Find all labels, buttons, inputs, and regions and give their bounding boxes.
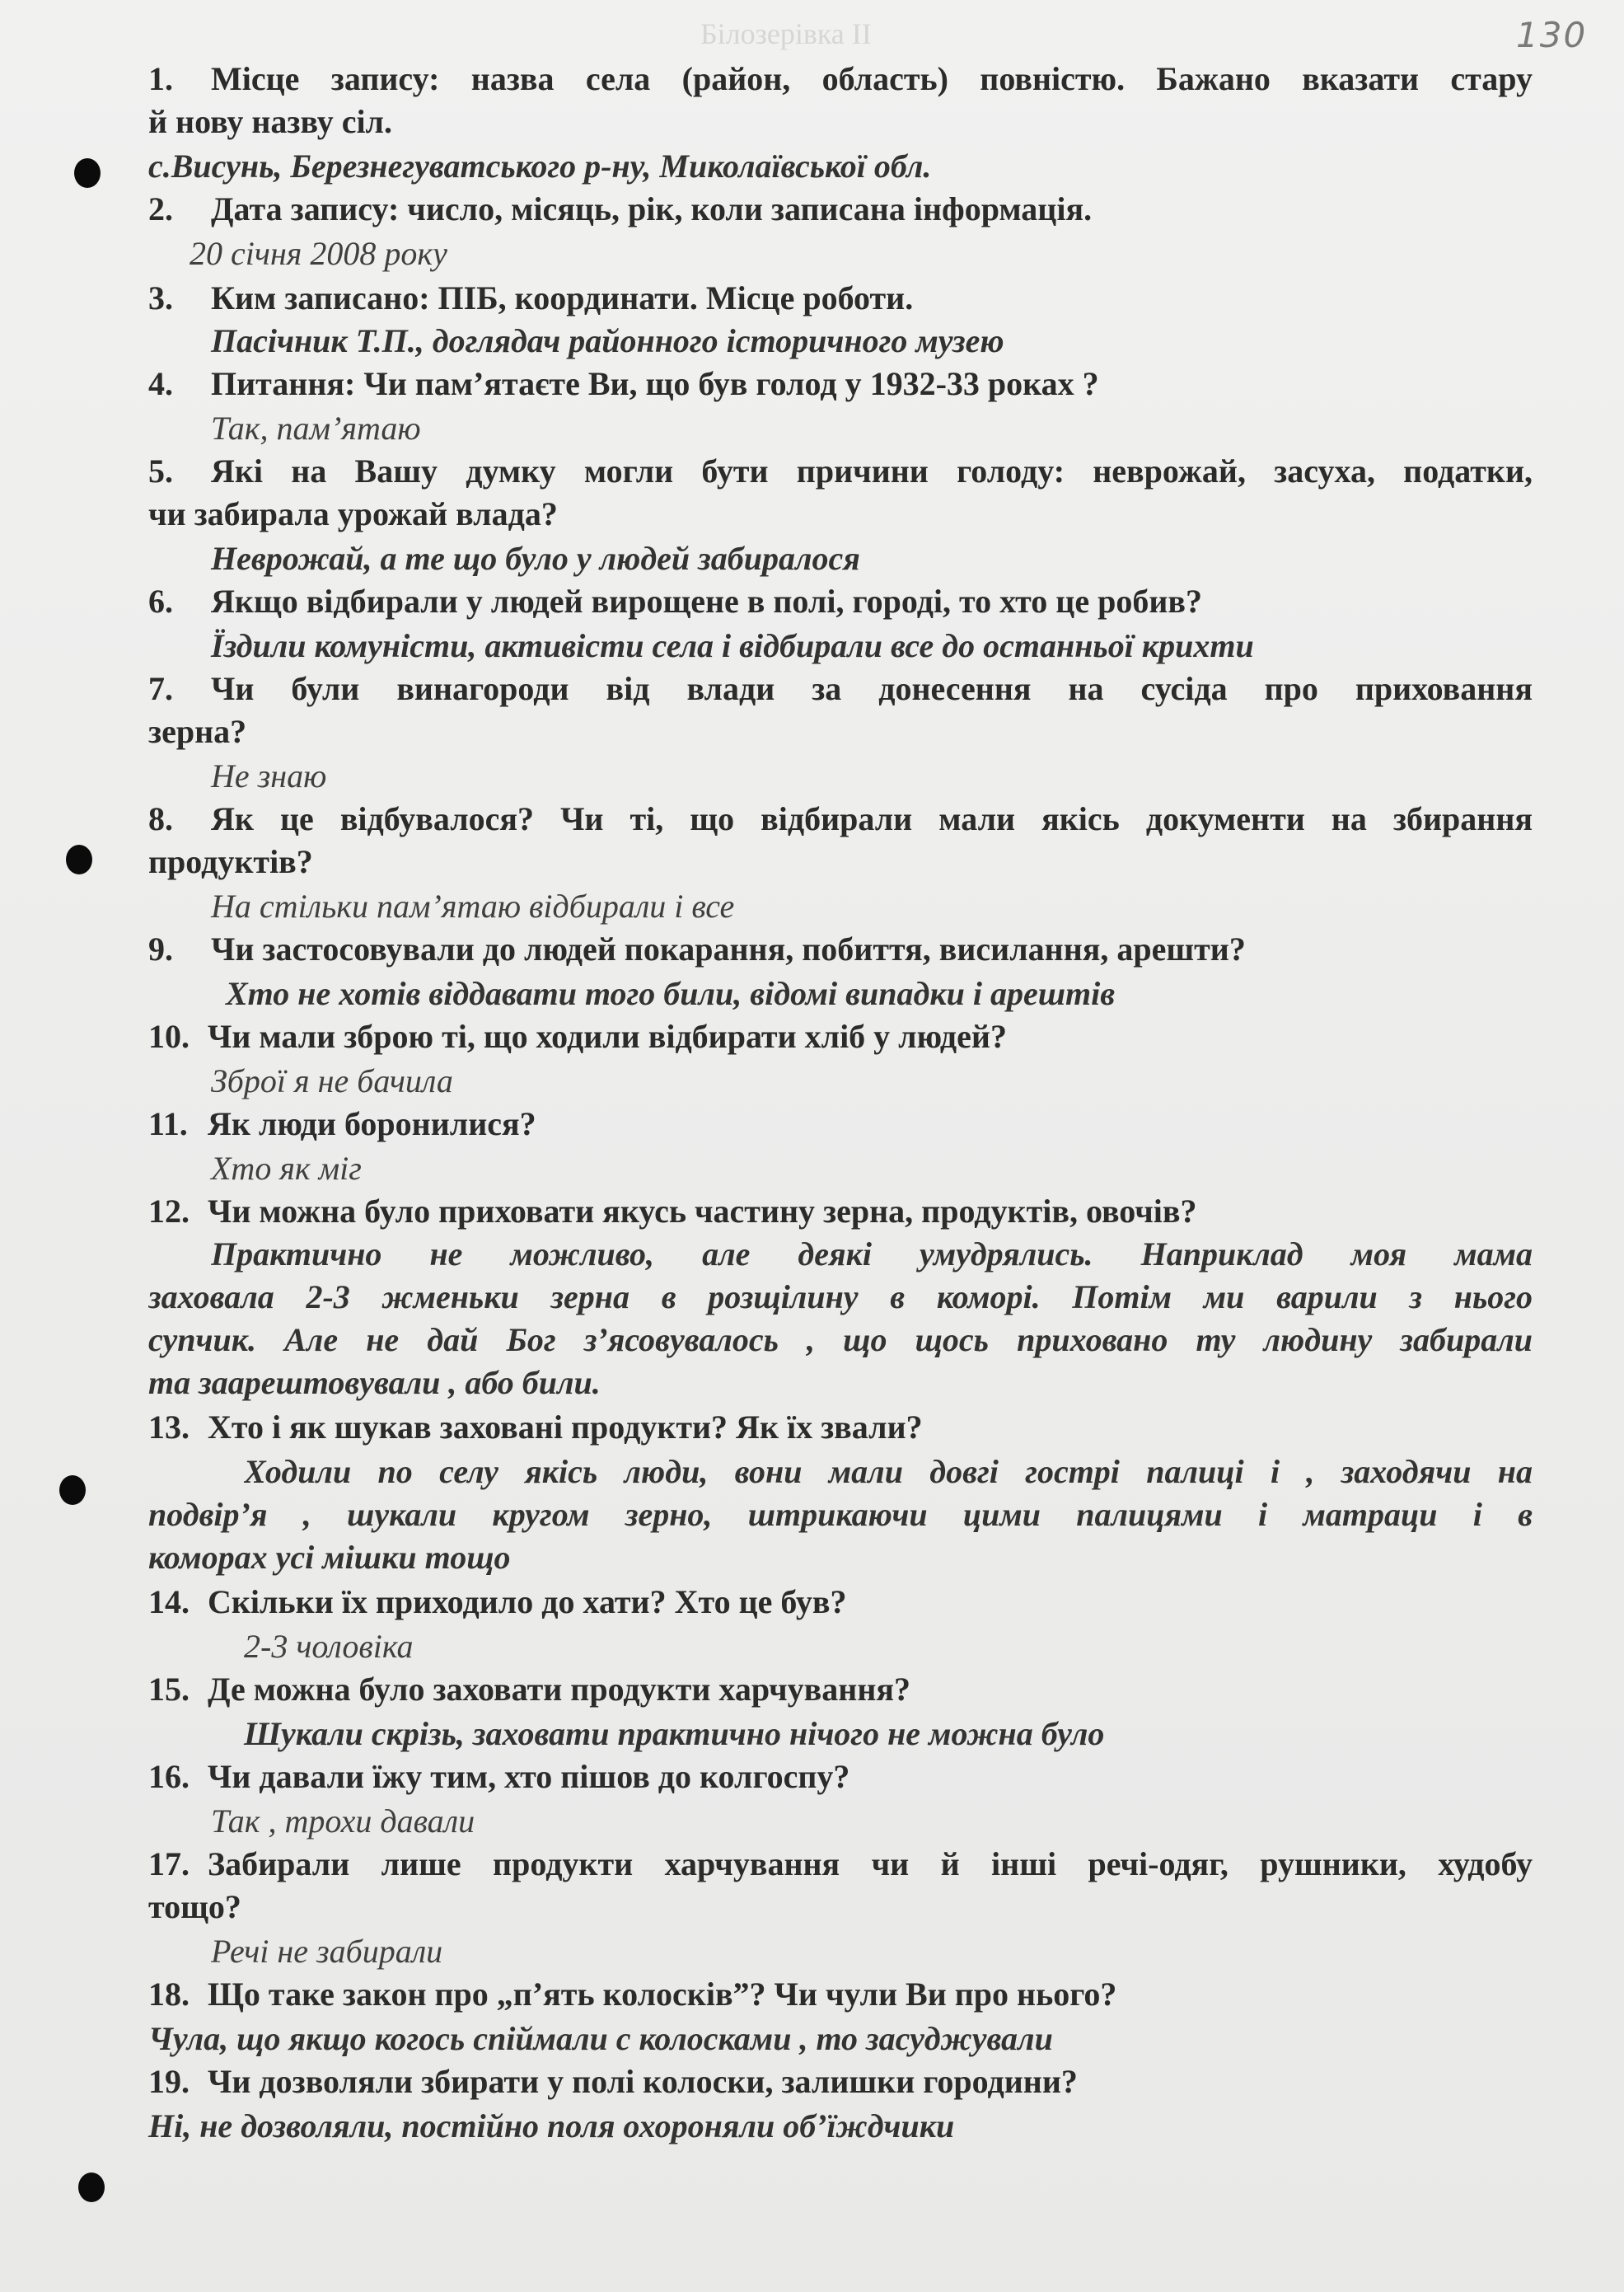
punch-hole-4 xyxy=(78,2172,105,2202)
answer-4: Так, пам’ятаю xyxy=(211,410,421,447)
answer-12-line-3: супчик. Але не дай Бог з’ясовувалось , що щось приховано ту людину забирали xyxy=(148,1321,1533,1358)
answer-1: с.Висунь, Березнегуватського р-ну, Миколаївської обл. xyxy=(148,148,932,185)
question-1-cont: й нову назву сіл. xyxy=(148,103,392,140)
question-9: 9. Чи застосовували до людей покарання, побиття, висилання, арешти? xyxy=(148,930,1246,968)
question-8: 8. Як це відбувалося? Чи ті, що відбирали мали якісь документи на збирання xyxy=(148,800,1533,837)
answer-5: Неврожай, а те що було у людей забиралося xyxy=(211,540,860,577)
question-14: 14. Скільки їх приходило до хати? Хто це був? xyxy=(148,1583,847,1620)
answer-7: Не знаю xyxy=(211,757,327,794)
answer-8: На стільки пам’ятаю відбирали і все xyxy=(211,888,735,925)
answer-14: 2-3 чоловіка xyxy=(244,1628,414,1665)
answer-12-line-4: та заарештовували , або били. xyxy=(148,1364,601,1401)
question-10: 10. Чи мали зброю ті, що ходили відбирати хліб у людей? xyxy=(148,1018,1007,1055)
question-4: 4. Питання: Чи пам’ятаєте Ви, що був голод у 1932-33 роках ? xyxy=(148,365,1099,402)
answer-6: Їздили комуністи, активісти села і відбирали все до останньої крихти xyxy=(211,627,1254,664)
question-12: 12. Чи можна було приховати якусь частину зерна, продуктів, овочів? xyxy=(148,1193,1197,1230)
question-18: 18. Що таке закон про „п’ять колосків”? Чи чули Ви про нього? xyxy=(148,1976,1117,2013)
faded-header-text: Білозерівка ІІ xyxy=(700,17,872,50)
answer-12-line-2: заховала 2-3 жменьки зерна в розщілину в коморі. Потім ми варили з нього xyxy=(148,1278,1533,1315)
question-5: 5. Які на Вашу думку могли бути причини голоду: неврожай, засуха, податки, xyxy=(148,452,1533,490)
question-15: 15. Де можна було заховати продукти харчування? xyxy=(148,1671,911,1708)
answer-13-line-2: подвір’я , шукали кругом зерно, штрикаючи цими палицями і матраци і в xyxy=(148,1496,1533,1533)
answer-3: Пасічник Т.П., доглядач районного історичного музею xyxy=(211,322,1004,359)
punch-hole-2 xyxy=(66,845,92,874)
answer-9: Хто не хотів віддавати того били, відомі випадки і арештів xyxy=(226,975,1116,1012)
question-7-cont: зерна? xyxy=(148,713,247,750)
question-3: 3. Ким записано: ПІБ, координати. Місце роботи. xyxy=(148,279,914,316)
question-8-cont: продуктів? xyxy=(148,843,313,880)
answer-2: 20 січня 2008 року xyxy=(190,235,447,272)
page-number: 130 xyxy=(1516,15,1588,55)
answer-11: Хто як міг xyxy=(211,1150,362,1187)
question-19: 19. Чи дозволяли збирати у полі колоски, залишки городини? xyxy=(148,2063,1078,2100)
answer-18: Чула, що якщо когось спіймали с колосками , то засуджували xyxy=(148,2020,1053,2057)
answer-17: Речі не забирали xyxy=(211,1933,443,1970)
answer-15: Шукали скрізь, заховати практично нічого не можна було xyxy=(244,1715,1105,1752)
answer-12-line-1: Практично не можливо, але деякі умудрялись. Наприклад моя мама xyxy=(211,1235,1533,1273)
question-7: 7. Чи були винагороди від влади за донесення на сусіда про приховання xyxy=(148,670,1533,707)
question-17-cont: тощо? xyxy=(148,1888,241,1925)
punch-hole-1 xyxy=(74,158,101,188)
question-5-cont: чи забирала урожай влада? xyxy=(148,495,558,532)
question-2: 2. Дата запису: число, місяць, рік, коли записана інформація. xyxy=(148,190,1093,227)
question-11: 11. Як люди боронилися? xyxy=(148,1105,536,1142)
answer-10: Зброї я не бачила xyxy=(211,1062,453,1099)
question-16: 16. Чи давали їжу тим, хто пішов до колгоспу? xyxy=(148,1758,850,1795)
question-6: 6. Якщо відбирали у людей вирощене в полі, городі, то хто це робив? xyxy=(148,583,1202,620)
punch-hole-3 xyxy=(59,1475,86,1505)
answer-13-line-3: коморах усі мішки тощо xyxy=(148,1539,511,1576)
answer-19: Ні, не дозволяли, постійно поля охороняли об’їждчики xyxy=(148,2107,955,2144)
answer-16: Так , трохи давали xyxy=(211,1802,475,1840)
question-13: 13. Хто і як шукав заховані продукти? Як їх звали? xyxy=(148,1408,923,1446)
question-17: 17. Забирали лише продукти харчування чи й інші речі-одяг, рушники, худобу xyxy=(148,1845,1533,1882)
answer-13-line-1: Ходили по селу якісь люди, вони мали довгі гострі палиці і , заходячи на xyxy=(244,1453,1533,1490)
question-1: 1. Місце запису: назва села (район, область) повністю. Бажано вказати стару xyxy=(148,60,1533,97)
